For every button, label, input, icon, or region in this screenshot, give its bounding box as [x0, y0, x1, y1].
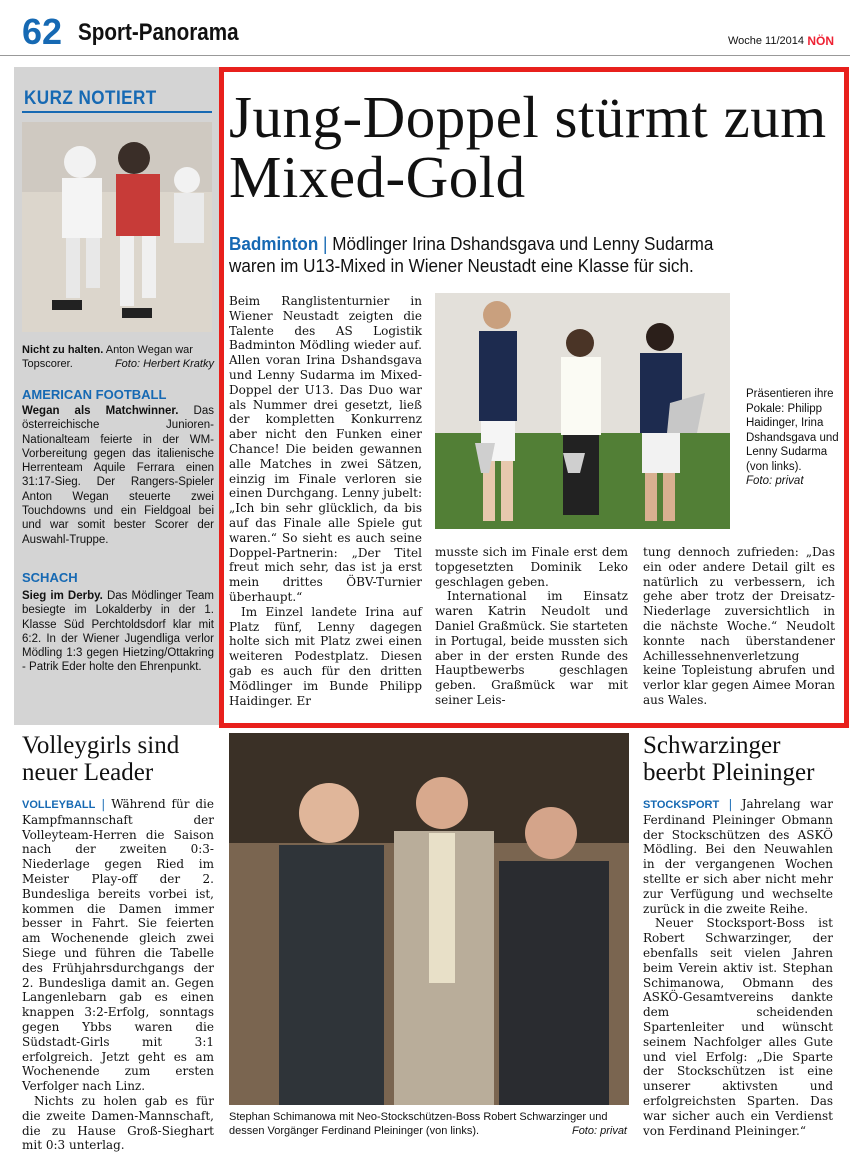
badminton-photo-caption	[746, 387, 842, 489]
football-text	[22, 404, 214, 547]
football-photo	[22, 122, 212, 332]
main-subline-text: Mödlinger Irina Dshandsgava und Lenny Sudarma waren im U13-Mixed in Wiener Neustadt eine Klasse für sich.	[229, 234, 714, 276]
main-headline: Jung-Doppel stürmt zum Mixed-Gold	[229, 84, 827, 210]
schach-heading: SCHACH	[22, 570, 78, 585]
volleyball-separator: |	[95, 797, 112, 811]
football-photo-credit: Foto: Herbert Kratky	[114, 358, 214, 370]
schach-body: Das Mödlinger Team besiegte im Lokalderby in der 1. Klasse Süd Perchtoldsdorf klar mit 6:2. In der Wiener Jugendliga verlor Mödling 1:3 gegen Hietzing/Ottakring - Patrik Eder holte den Ehrenpunkt.	[22, 590, 214, 674]
brand-logo: NÖN	[807, 34, 834, 48]
main-col2-p2: International im Einsatz waren Katrin Neudolt und Daniel Graßmück. Sie starteten in Portugal, beide mussten sich aber in der ersten Runde des Hauptbewerbs geschlagen geben. Graßmück war mit seiner Leis-	[435, 589, 628, 707]
main-kicker-separator: |	[318, 234, 333, 254]
stocksport-photo-caption	[229, 1110, 627, 1138]
stocksport-kicker: STOCKSPORT	[643, 799, 720, 811]
page-number: 62	[22, 11, 63, 52]
main-col1-p1: Beim Ranglistenturnier in Wiener Neustadt zeigten die Talente des AS Logistik Badminton Mödling wieder auf. Allen voran Irina Dshandsgava und Lenny Sudarma im Mixed-Doppel der U13. Das Duo war als Nummer drei gesetzt, ließ der kompletten Konkurrenz aber nicht den Funken einer Chance! Die beiden gewannen alle Matches in zwei Sätzen, einzig im Finale verloren sie einen Durchgang. Lenny jubelt: „Ich bin sehr glücklich, da bis auf das Finale alle Spiele gut waren.“ So sieht es auch seine Doppel-Partnerin: „Der Titel freut mich sehr, das ist ja erst mein drittes ÖBV-Turnier überhaupt.“	[229, 294, 422, 604]
stocksport-body	[643, 797, 833, 1138]
kurz-notiert-underline	[22, 111, 212, 113]
issue-week: Woche 11/2014	[727, 35, 804, 47]
main-col2	[435, 545, 628, 708]
volleyball-headline: Volleygirls sind neuer Leader	[22, 732, 180, 786]
football-lead: Wegan als Matchwinner.	[22, 405, 179, 417]
volleyball-kicker: VOLLEYBALL	[22, 799, 96, 811]
stocksport-photo	[229, 733, 629, 1105]
football-body: Das österreichische Junioren-Nationalteam feierte in der WM-Vorbereitung gegen das italienische Herrenteam Aquile Ferrara einen 31:17-Sieg. Der Rangers-Spieler Anton Wegan steuerte zwei Touchdowns und ein Fieldgoal bei und war somit bester Scorer der Auswahl-Truppe.	[22, 405, 214, 546]
badminton-players-illustration	[435, 293, 730, 529]
kurz-notiert-title: KURZ NOTIERT	[24, 88, 157, 109]
football-caption-text: Anton Wegan war Topscorer.	[22, 344, 193, 370]
main-col2-p1: musste sich im Finale erst dem topgesetzten Dominik Leko geschlagen geben.	[435, 545, 628, 589]
badminton-photo	[435, 293, 730, 529]
three-men-illustration	[229, 733, 629, 1105]
main-col1	[229, 294, 422, 708]
football-heading: AMERICAN FOOTBALL	[22, 387, 167, 402]
badminton-photo-credit: Foto: privat	[746, 475, 804, 487]
badminton-caption-text: Präsentieren ihre Pokale: Philipp Haidinger, Irina Dshandsgava und Lenny Sudarma (von links).	[746, 388, 839, 473]
stocksport-separator: |	[719, 797, 742, 811]
schach-text	[22, 589, 214, 675]
section-title: Sport-Panorama	[78, 19, 239, 46]
main-col3-p1: tung dennoch zufrieden: „Das ein oder andere Detail gilt es natürlich zu verbessern, ich gehe aber trotz der Dreisatz-Niederlage zuversichtlich in die nächste Woche.“ Neudolt konnte nach überstandener Achillessehnenverletzung keine Topleistung abrufen und verlor klar gegen Aimee Moran aus Wales.	[643, 545, 835, 707]
main-kicker: Badminton	[229, 234, 319, 254]
main-col1-p2: Im Einzel landete Irina auf Platz fünf, Lenny dagegen holte sich mit Platz zwei einen weiteren Podestplatz. Diesen gab es auch für den dritten Mödlinger im Bunde Philipp Haidinger. Er	[229, 604, 422, 708]
stocksport-caption-text: Stephan Schimanowa mit Neo-Stockschützen-Boss Robert Schwarzinger und dessen Vorgänger Ferdinand Pleininger (von links).	[229, 1111, 608, 1137]
schach-lead: Sieg im Derby.	[22, 590, 103, 602]
football-photo-caption	[22, 343, 214, 371]
volleyball-body	[22, 797, 214, 1153]
football-players-illustration	[22, 122, 212, 332]
stocksport-p2: Neuer Stocksport-Boss ist Robert Schwarzinger, der ebenfalls seit vielen Jahren beim Verein aktiv ist. Stephan Schimanowa, Obmann des ASKÖ-Gesamtvereins dankte dem scheidenden Spartenleiter und wünscht seinem Nachfolger alles Gute und viel Erfolg: „Die Sparte der Stockschützen ist eine unserer aktivsten und erfolgreichsten Sparten. Das war sicher auch ein Verdienst von Ferdinand Pleininger.“	[643, 916, 833, 1138]
main-col3	[643, 545, 835, 708]
main-subline	[229, 233, 761, 277]
stocksport-headline: Schwarzinger beerbt Pleininger	[643, 732, 815, 786]
volleyball-p1: Während für die Kampfmannschaft der Volleyteam-Herren die Saison nach der zweiten 0:3-Niederlage gegen Ried im Meister Play-off der 2. Bundesliga bereits vorbei ist, kommen die Damen immer besser in Fahrt. Sie feierten am Wochenende gleich zwei Siege und führen die Tabelle des Frühjahrsdurchgangs der 2. Bundesliga damit an. Gegen Langenlebarn gab es einen knappen 3:2-Erfolg, sonntags gegen Ybbs waren die Südstadt-Girls mit 3:1 erfolgreich. Jetzt geht es am Wochenende zum ersten Verfolger nach Linz.	[22, 797, 214, 1094]
stocksport-p1: Jahrelang war Ferdinand Pleininger Obmann der Stockschützen des ASKÖ Mödling. Bei den Neuwahlen in der vergangenen Wochen stellte er sich aber nicht mehr zur Verfügung und wechselte zurück in die zweite Reihe.	[643, 797, 833, 916]
volleyball-p2: Nichts zu holen gab es für die zweite Damen-Mannschaft, die zu Hause Groß-Sieghart mit 0:3 unterlag.	[22, 1093, 214, 1153]
header-divider	[0, 55, 850, 56]
football-caption-lead: Nicht zu halten.	[22, 344, 104, 356]
stocksport-photo-credit: Foto: privat	[571, 1125, 627, 1137]
